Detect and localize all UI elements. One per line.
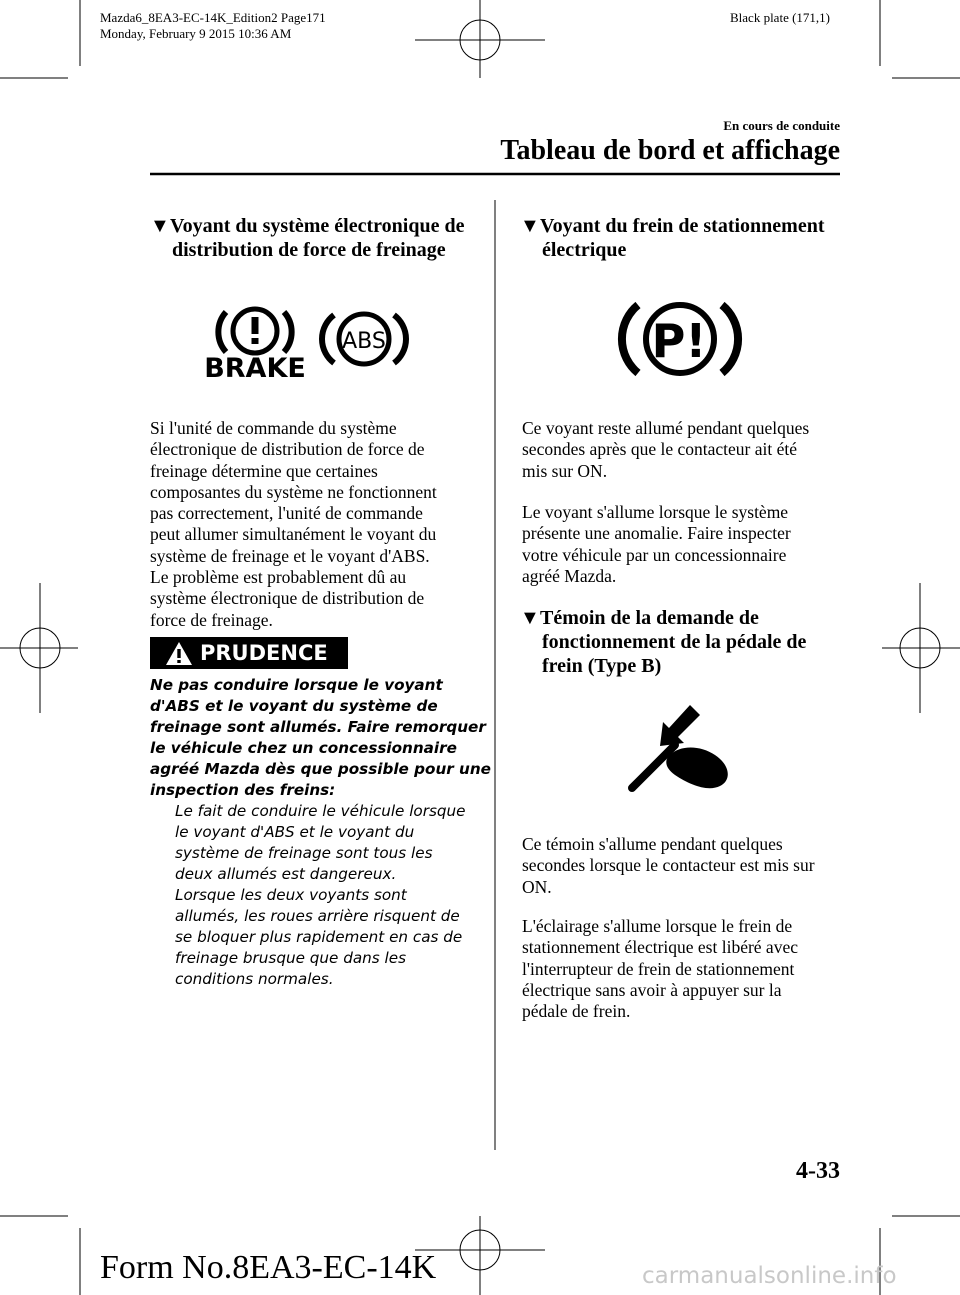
text-line: freinage brusque que dans les (175, 949, 406, 967)
text-line: votre véhicule par un concessionnaire (522, 544, 787, 565)
print-slug-line2: Monday, February 9 2015 10:36 AM (100, 26, 292, 41)
left-heading-line2: distribution de force de freinage (172, 239, 446, 261)
print-slug-line1: Mazda6_8EA3-EC-14K_Edition2 Page171 (100, 10, 326, 25)
text-line: le voyant d'ABS et le voyant du (175, 823, 415, 841)
brake-pedal-demand-icon (620, 700, 735, 795)
page-title: Tableau de bord et affichage (500, 135, 840, 166)
text-line: présente une anomalie. Faire inspecter (522, 523, 791, 544)
right-heading-1 (520, 214, 850, 262)
text-line: Le voyant s'allume lorsque le système (522, 502, 789, 522)
caution-detail (175, 801, 495, 990)
caution-label: PRUDENCE (200, 641, 328, 665)
text-line: électronique de distribution de force de (150, 439, 425, 460)
right-paragraph-4 (522, 916, 852, 1022)
text-line: agréé Mazda. (522, 565, 617, 586)
text-line: système électronique de distribution de (150, 588, 425, 609)
section-label: En cours de conduite (723, 118, 840, 133)
print-slug (100, 10, 326, 42)
right-paragraph-1 (522, 418, 852, 482)
parking-icon-label: P! (651, 314, 707, 368)
right-heading-1-line2: électrique (542, 239, 627, 261)
left-heading (150, 214, 490, 262)
triangle-down-icon: ▼ (520, 607, 540, 629)
right-paragraph-2 (522, 502, 852, 587)
brake-warning-icon (204, 300, 306, 384)
abs-warning-icon (320, 305, 408, 373)
parking-brake-icon (620, 293, 740, 385)
text-line: L'éclairage s'allume lorsque le frein de (522, 916, 793, 936)
text-line: secondes après que le contacteur ait été (522, 439, 798, 460)
text-line: secondes lorsque le contacteur est mis sur (522, 855, 815, 876)
text-line: conditions normales. (175, 970, 334, 988)
watermark: carmanualsonline.info (642, 1263, 897, 1289)
brake-icon-label: BRAKE (204, 353, 306, 384)
text-line: allumés, les roues arrière risquent de (175, 907, 460, 925)
text-line: l'interrupteur de frein de stationnement (522, 958, 795, 979)
right-heading-2-line1: Témoin de la demande de (540, 607, 759, 629)
text-line: deux allumés est dangereux. (175, 865, 397, 883)
text-line: Le fait de conduire le véhicule lorsque (175, 802, 466, 820)
triangle-down-icon: ▼ (520, 215, 540, 237)
abs-icon-label: ABS (342, 329, 386, 354)
text-line: peut allumer simultanément le voyant du (150, 524, 437, 545)
text-line: d'ABS et le voyant du système de (150, 697, 438, 715)
text-line: force de freinage. (150, 609, 273, 630)
left-heading-line1: Voyant du système électronique de (170, 215, 465, 237)
text-line: freinage détermine que certaines (150, 460, 378, 481)
right-heading-2-line3: frein (Type B) (542, 655, 662, 677)
triangle-down-icon: ▼ (150, 215, 170, 237)
text-line: pédale de frein. (522, 1001, 631, 1022)
text-line: agréé Mazda dès que possible pour une (150, 760, 491, 778)
text-line: inspection des freins: (150, 781, 336, 799)
warning-triangle-icon (165, 641, 193, 666)
page-number: 4-33 (796, 1158, 840, 1184)
right-heading-1-line1: Voyant du frein de stationnement (540, 215, 825, 237)
text-line: système de freinage sont tous les (175, 844, 433, 862)
text-line: Le problème est probablement dû au (150, 567, 407, 588)
left-paragraph (150, 418, 490, 631)
caution-warning (150, 675, 495, 801)
form-number: Form No.8EA3-EC-14K (100, 1249, 437, 1286)
text-line: ON. (522, 876, 552, 897)
right-heading-2 (520, 606, 850, 678)
text-line: Ce témoin s'allume pendant quelques (522, 834, 783, 854)
text-line: Ce voyant reste allumé pendant quelques (522, 418, 810, 438)
text-line: le véhicule chez un concessionnaire (150, 739, 457, 757)
text-line: Ne pas conduire lorsque le voyant (150, 676, 443, 694)
right-paragraph-3 (522, 834, 852, 898)
text-line: Si l'unité de commande du système (150, 418, 397, 438)
text-line: composantes du système ne fonctionnent (150, 481, 437, 502)
caution-banner (150, 637, 348, 669)
right-heading-2-line2: fonctionnement de la pédale de (542, 631, 807, 653)
text-line: pas correctement, l'unité de commande (150, 503, 423, 524)
text-line: se bloquer plus rapidement en cas de (175, 928, 463, 946)
text-line: freinage sont allumés. Faire remorquer (150, 718, 486, 736)
text-line: système de freinage et le voyant d'ABS. (150, 545, 430, 566)
text-line: Lorsque les deux voyants sont (175, 886, 407, 904)
plate-label: Black plate (171,1) (730, 10, 830, 25)
text-line: mis sur ON. (522, 460, 608, 481)
text-line: électrique sans avoir à appuyer sur la (522, 979, 782, 1000)
text-line: stationnement électrique est libéré avec (522, 937, 798, 958)
